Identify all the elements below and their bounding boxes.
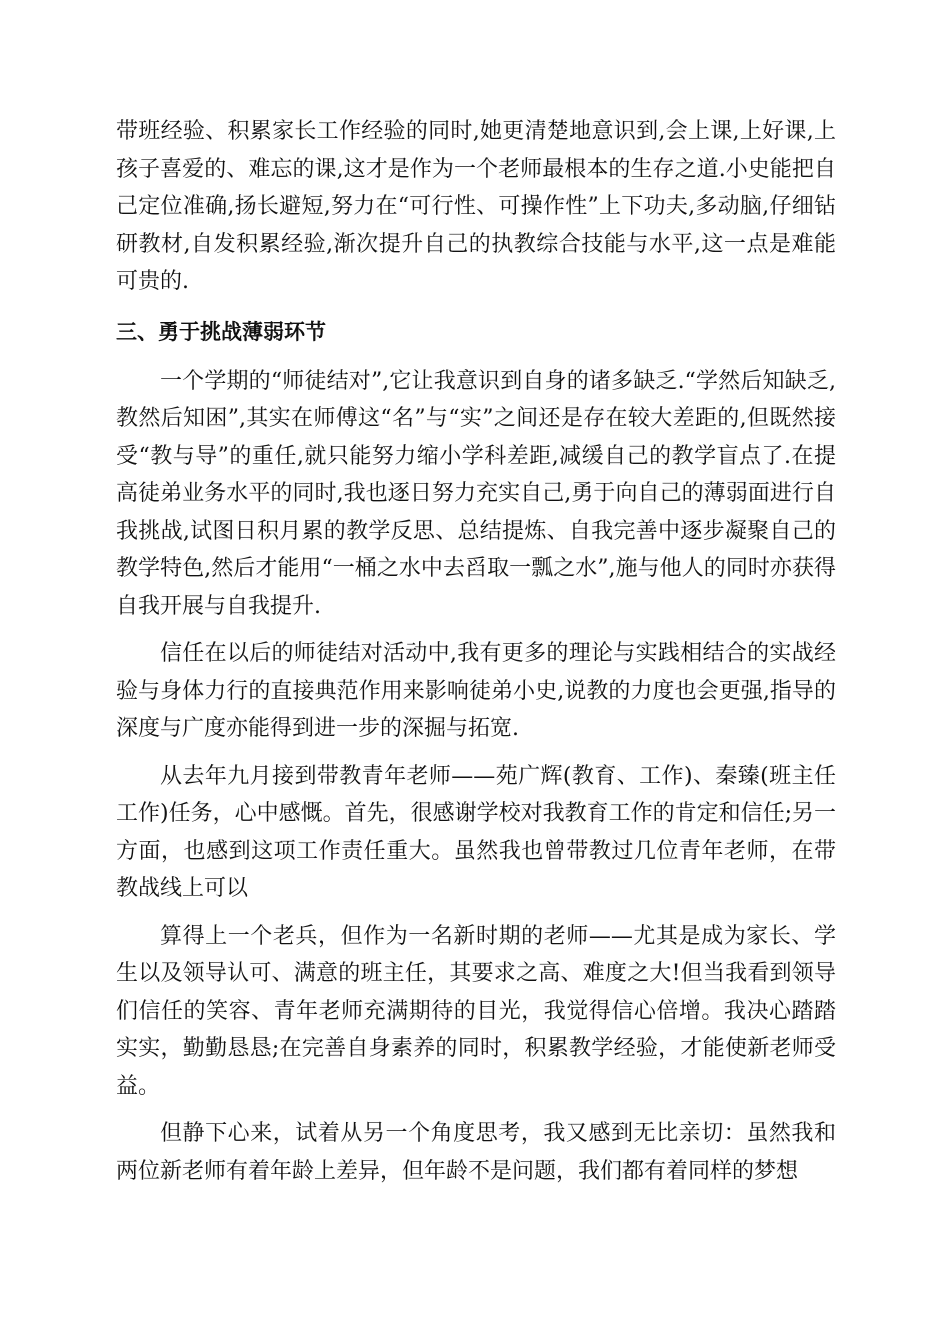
paragraph-1: 带班经验、积累家长工作经验的同时,她更清楚地意识到,会上课,上好课,上孩子喜爱的、难忘的课,这才是作为一个老师最根本的生存之道.小史能把自己定位准确,扬长避短,努力在“可行性、可操作性”上下功夫,多动脑,仔细钻研教材,自发积累经验,渐次提升自己的执教综合技能与水平,这一点是难能可贵的. <box>116 119 836 294</box>
paragraph-6: 但静下心来，试着从另一个角度思考，我又感到无比亲切：虽然我和两位新老师有着年龄上差异，但年龄不是问题，我们都有着同样的梦想 <box>116 1121 836 1184</box>
section-heading: 三、勇于挑战薄弱环节 <box>116 319 326 344</box>
paragraph-5: 算得上一个老兵，但作为一名新时期的老师——尤其是成为家长、学生以及领导认可、满意的班主任，其要求之高、难度之大!但当我看到领导们信任的笑容、青年老师充满期待的目光，我觉得信心倍增。我决心踏踏实实，勤勤恳恳;在完善自身素养的同时，积累教学经验，才能使新老师受益。 <box>116 923 836 1099</box>
document-page <box>116 113 836 1200</box>
paragraph-2: 一个学期的“师徒结对”,它让我意识到自身的诸多缺乏.“学然后知缺乏,教然后知困”,其实在师傅这“名”与“实”之间还是存在较大差距的,但既然接受“教与导”的重任,就只能努力缩小学科差距,减缓自己的教学盲点了.在提高徒弟业务水平的同时,我也逐日努力充实自己,勇于向自己的薄弱面进行自我挑战,试图日积月累的教学反思、总结提炼、自我完善中逐步凝聚自己的教学特色,然后才能用“一桶之水中去舀取一瓢之水”,施与他人的同时亦获得自我开展与自我提升. <box>116 368 836 619</box>
paragraph-3: 信任在以后的师徒结对活动中,我有更多的理论与实践相结合的实战经验与身体力行的直接典范作用来影响徒弟小史,说教的力度也会更强,指导的深度与广度亦能得到进一步的深掘与拓宽. <box>116 641 836 741</box>
paragraph-4: 从去年九月接到带教青年老师——苑广辉(教育、工作)、秦臻(班主任工作)任务，心中感慨。首先，很感谢学校对我教育工作的肯定和信任;另一方面，也感到这项工作责任重大。虽然我也曾带教过几位青年老师，在带教战线上可以 <box>116 763 836 901</box>
